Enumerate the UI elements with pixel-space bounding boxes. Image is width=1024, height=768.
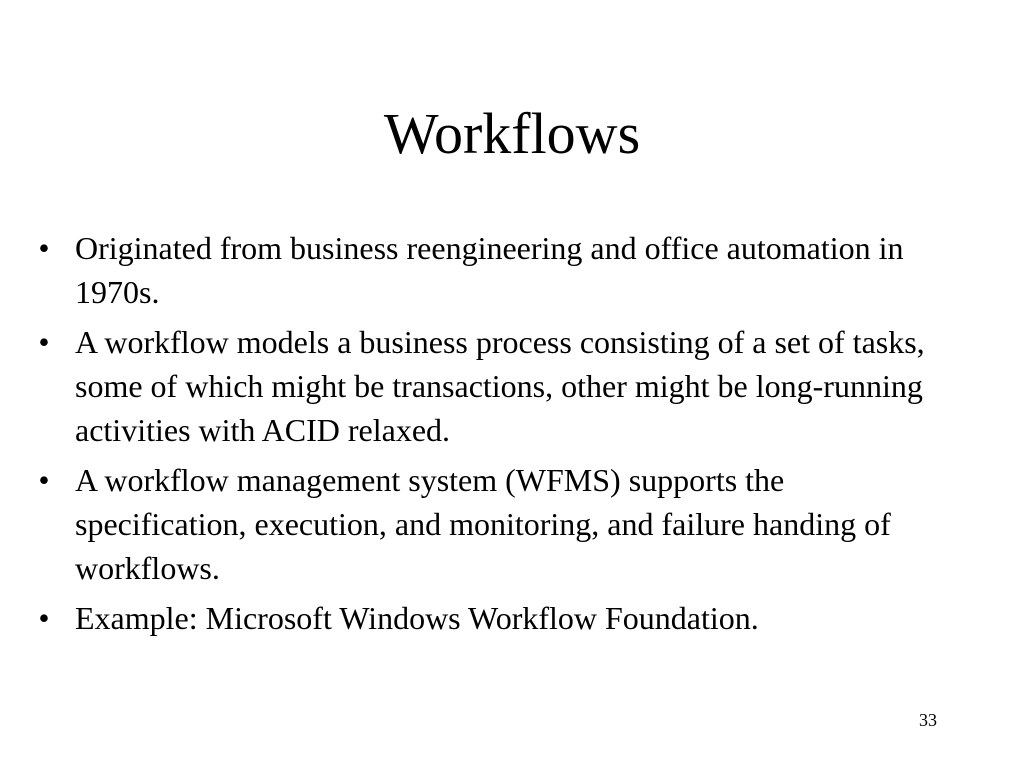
page-number: 33 [919,710,937,730]
bullet-text: Example: Microsoft Windows Workflow Foundation. [75,600,759,636]
bullet-text: A workflow management system (WFMS) supports the specification, execution, and monitoring, and failure handing of workflows. [75,462,891,586]
bullet-icon: • [38,230,50,266]
bullet-icon: • [38,600,50,636]
bullet-icon: • [38,462,50,498]
bullet-text: A workflow models a business process consisting of a set of tasks, some of which might be transactions, other might be long-running activities with ACID relaxed. [75,324,925,448]
bullet-item [32,458,962,590]
bullet-icon: • [38,324,50,360]
bullet-item [32,596,962,640]
bullet-item [32,320,962,452]
slide-title: Workflows [383,101,641,166]
bullet-item [32,226,962,314]
bullet-text: Originated from business reengineering and office automation in 1970s. [75,230,904,310]
bullet-list [32,226,962,646]
